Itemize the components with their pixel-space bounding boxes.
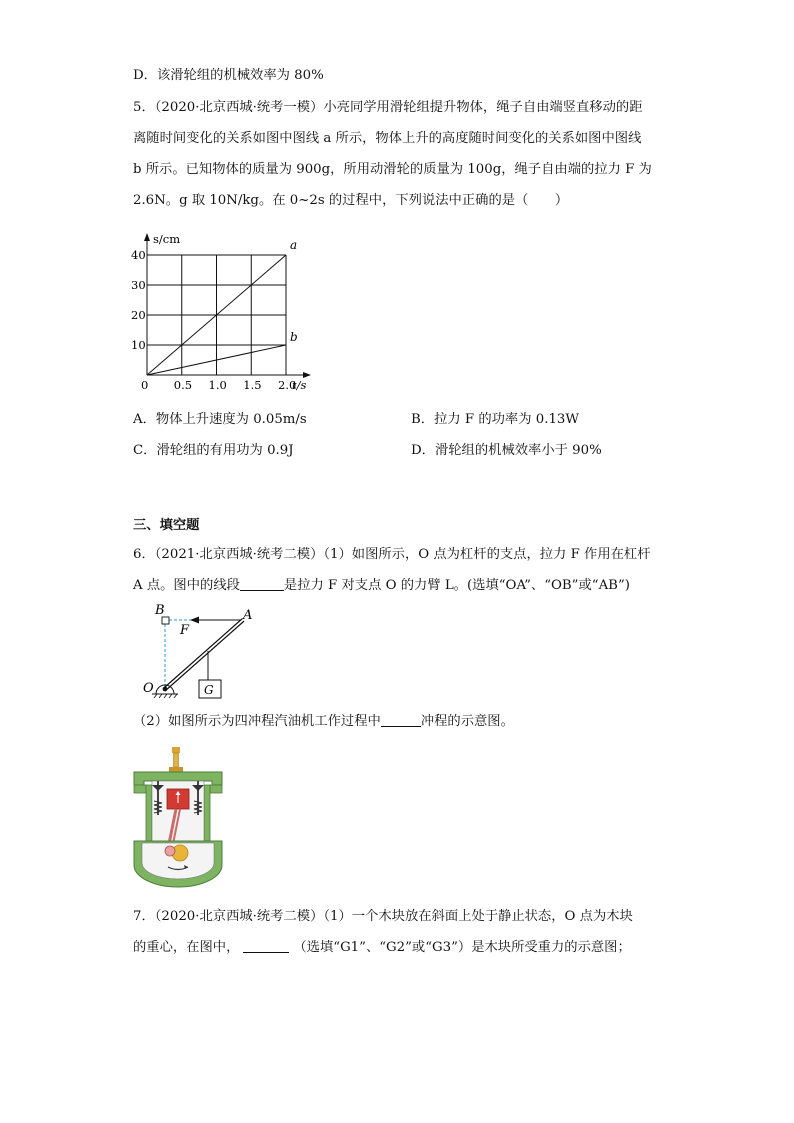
q4-option-d: D．该滑轮组的机械效率为 80% <box>133 68 324 83</box>
x-tick-label: 2.0 <box>278 378 297 392</box>
y-tick-label: 20 <box>131 308 146 322</box>
x-tick-label: 0 <box>141 378 149 392</box>
q6-line2-pre: A 点。图中的线段 <box>133 578 240 593</box>
label-b: B <box>155 603 165 618</box>
q6-part2 <box>133 712 514 732</box>
q5-option-b[interactable]: B．拉力 F 的功率为 0.13W <box>411 412 580 427</box>
q6-blank-2[interactable] <box>381 712 421 727</box>
q7-stem-line1: 7．（2020·北京西城·统考二模）（1）一个木块放在斜面上处于静止状态，O 点为木块 <box>133 909 633 924</box>
distance-time-chart <box>128 222 318 397</box>
y-tick-label: 40 <box>131 248 146 262</box>
y-axis-arrow <box>144 233 150 241</box>
series-label-a: a <box>290 238 298 252</box>
q5-option-d[interactable]: D．滑轮组的机械效率小于 90% <box>411 443 602 458</box>
q6-part2-pre: （2）如图所示为四冲程汽油机工作过程中 <box>133 714 381 729</box>
q7-blank-1[interactable] <box>243 938 289 953</box>
q6-blank-1[interactable] <box>240 576 284 591</box>
lever-figure <box>138 600 258 705</box>
section-title: 三、填空题 <box>133 518 200 533</box>
q5-option-a[interactable]: A．物体上升速度为 0.05m/s <box>133 412 307 427</box>
q6-stem-line2 <box>133 576 630 596</box>
label-g: G <box>204 683 214 697</box>
q5-option-c[interactable]: C．滑轮组的有用功为 0.9J <box>133 443 294 458</box>
y-axis-label: s/cm <box>153 232 181 246</box>
series-label-b: b <box>290 330 298 344</box>
q7-stem-line2 <box>133 938 631 958</box>
q6-part2-post: 冲程的示意图。 <box>420 714 514 729</box>
label-f: F <box>180 623 190 638</box>
q7-line2-pre: 的重心，在图中， <box>133 940 240 955</box>
q5-stem-line4: 2.6N。g 取 10N/kg。在 0~2s 的过程中，下列说法中正确的是（ ） <box>133 193 569 208</box>
q6-line2-post: 是拉力 F 对支点 O 的力臂 L。(选填“OA”、“OB”或“AB”) <box>283 578 630 593</box>
q6-stem-line1: 6．（2021·北京西城·统考二模）（1）如图所示，O 点为杠杆的支点，拉力 F 作用在杠杆 <box>133 547 651 562</box>
x-tick-label: 1.5 <box>243 378 262 392</box>
y-tick-label: 30 <box>131 278 146 292</box>
q5-stem-line2: 离随时间变化的关系如图中图线 a 所示，物体上升的高度随时间变化的关系如图中图线 <box>133 131 642 146</box>
chart-labels <box>131 232 306 392</box>
engine-figure <box>128 745 228 890</box>
q5-stem-line3: b 所示。已知物体的质量为 900g，所用动滑轮的质量为 100g，绳子自由端的拉力 F 为 <box>133 162 652 177</box>
x-axis-label: t/s <box>292 378 307 392</box>
label-o: O <box>143 681 154 696</box>
x-tick-label: 1.0 <box>208 378 227 392</box>
label-a: A <box>243 608 253 623</box>
y-tick-label: 10 <box>131 338 146 352</box>
q5-stem-line1: 5．（2020·北京西城·统考一模）小亮同学用滑轮组提升物体，绳子自由端竖直移动的距 <box>133 100 643 115</box>
q7-line2-post: （选填“G1”、“G2”或“G3”）是木块所受重力的示意图； <box>293 940 631 955</box>
x-tick-label: 0.5 <box>173 378 193 392</box>
